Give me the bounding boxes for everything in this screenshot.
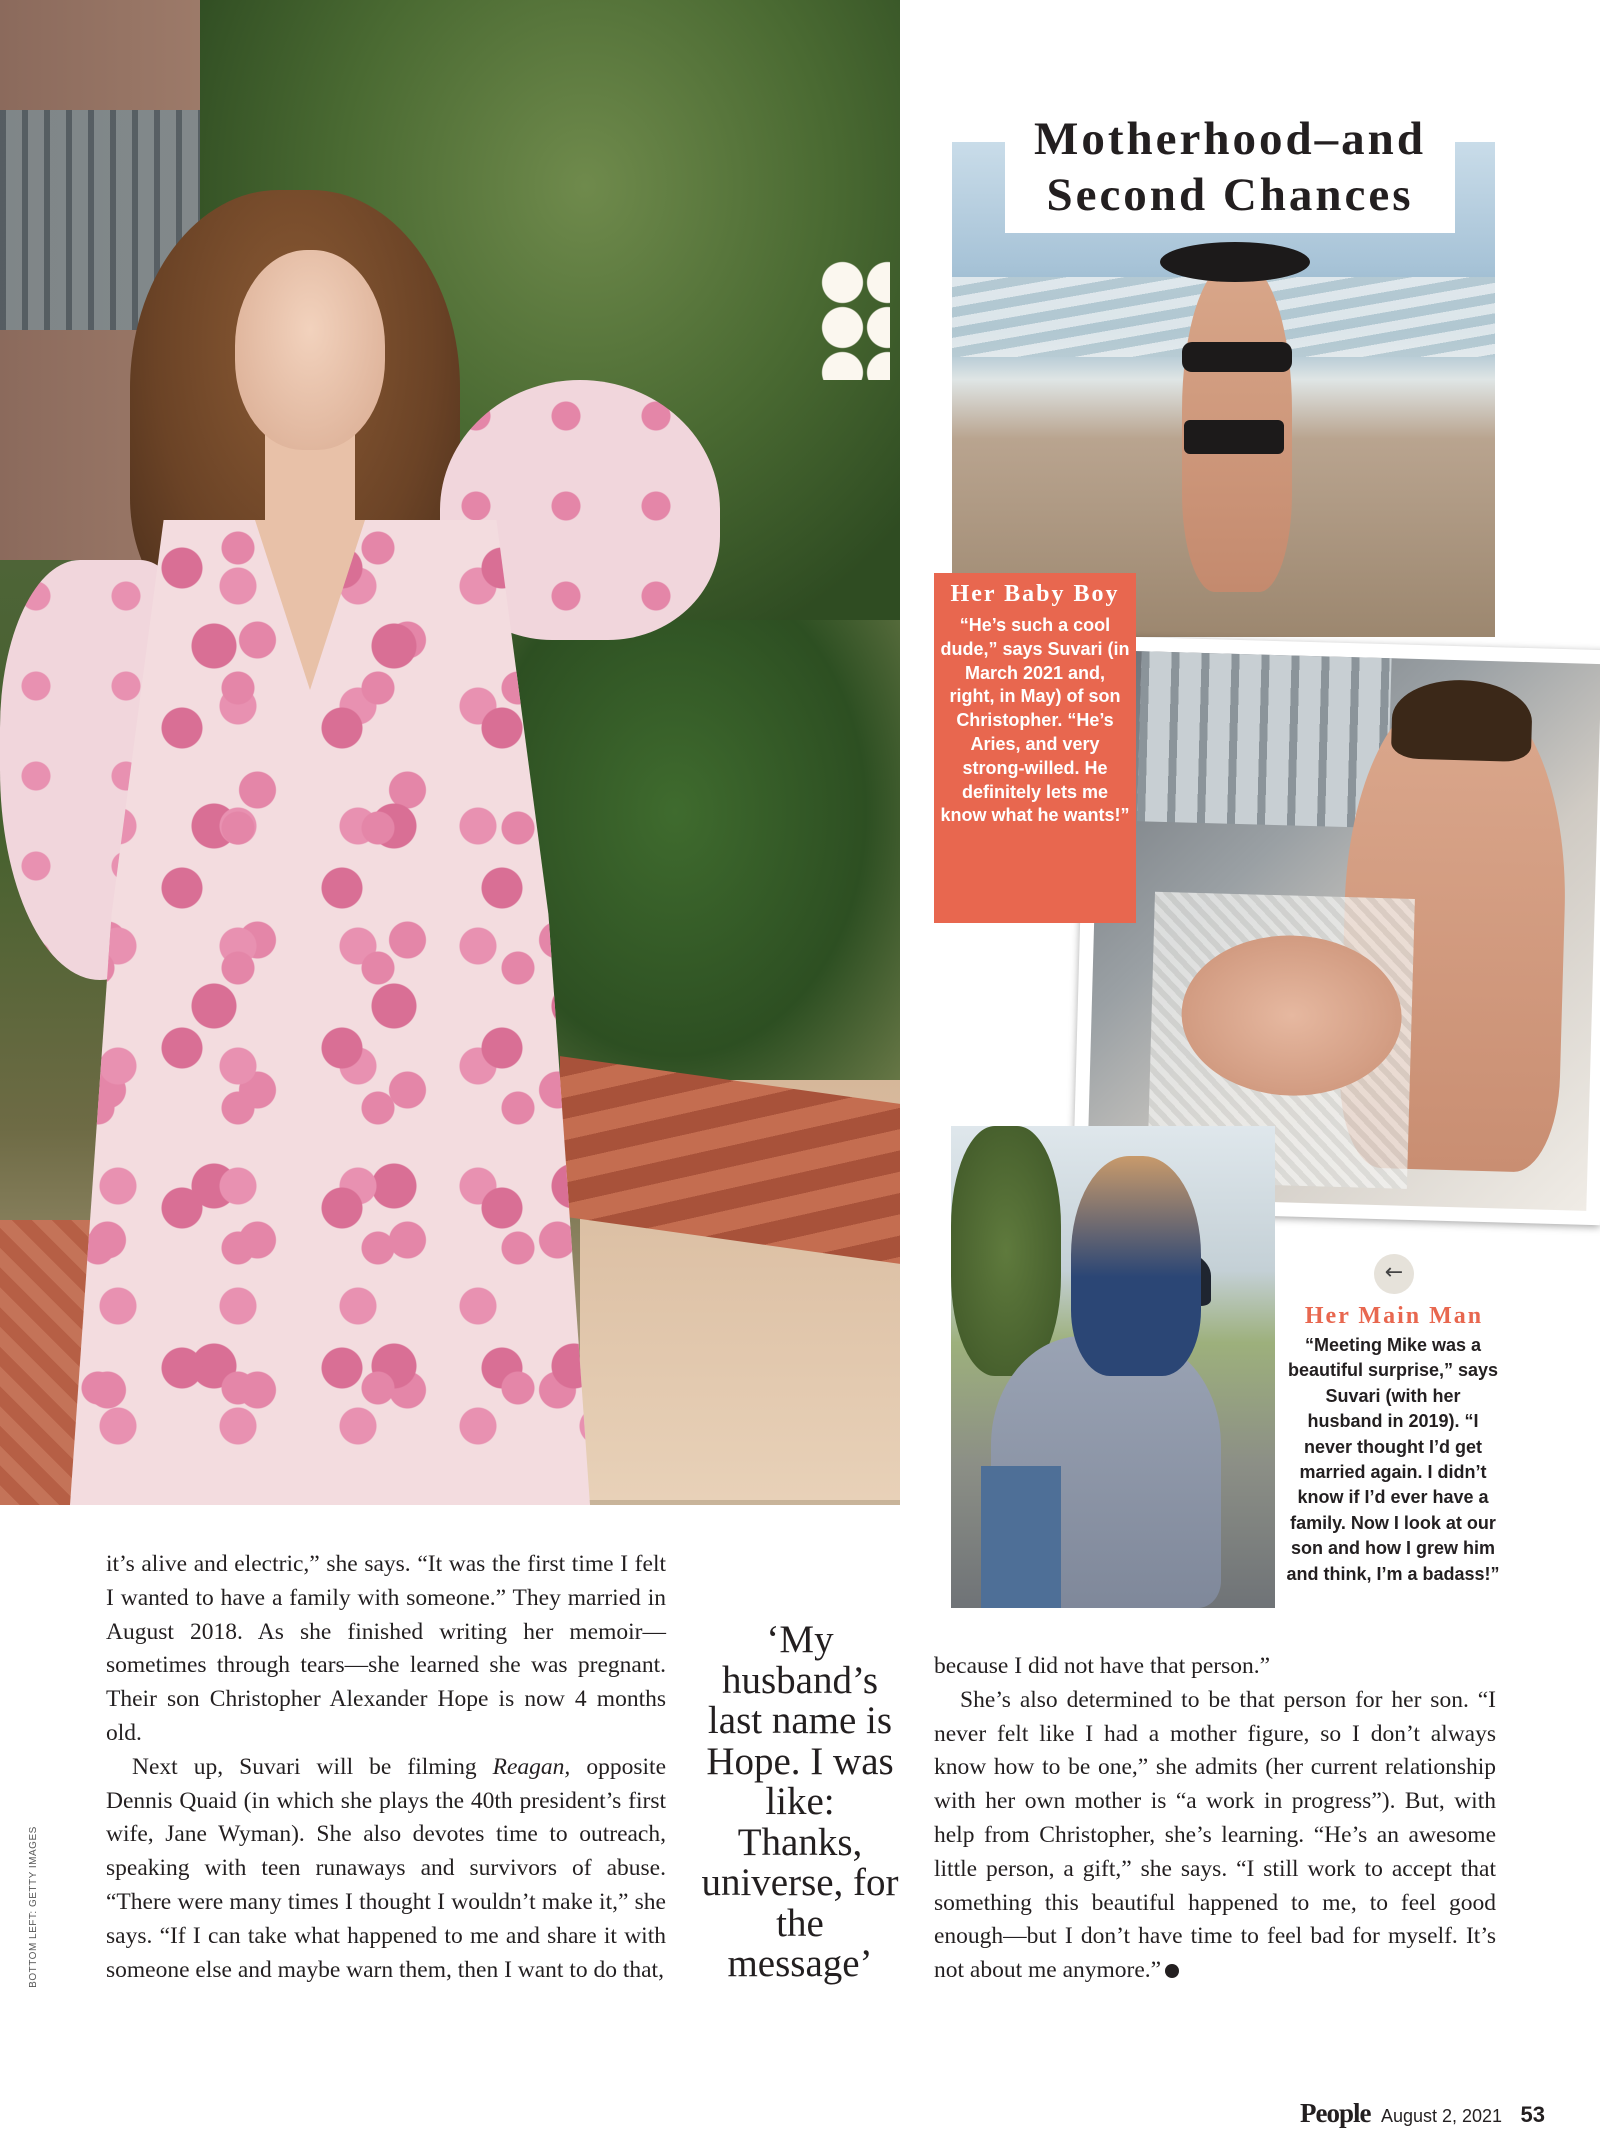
jeans-legs — [981, 1466, 1061, 1608]
floral-dress — [70, 520, 590, 1505]
article-paragraph: it’s alive and electric,” she says. “It was the first time I felt I wanted to have a family with someone.” They married in August 2018. As she finished writing her memoir—sometimes through tears—she learned she was pregnant. Their son Christopher Alexander Hope is now 4 months old. — [106, 1551, 666, 1746]
caption-baby-boy — [934, 573, 1136, 923]
caption-main-man-title: Her Main Man — [1304, 1303, 1484, 1329]
couple-photo — [951, 1126, 1275, 1608]
main-photo — [0, 0, 900, 1505]
photo-credit: BOTTOM LEFT: GETTY IMAGES — [28, 1826, 39, 1988]
mother-hair — [1391, 678, 1533, 762]
feature-title — [1005, 103, 1455, 233]
title-line-1: Motherhood–and — [1034, 113, 1426, 165]
wife-figure — [1071, 1156, 1201, 1376]
bikini-bottom — [1184, 420, 1284, 454]
article-paragraph — [106, 1751, 666, 1988]
window-blinds — [1137, 651, 1392, 828]
page-footer — [1300, 2098, 1545, 2128]
article-paragraph — [934, 1684, 1496, 1988]
arrow-left-icon: ← — [1374, 1254, 1414, 1294]
end-mark-icon — [1165, 1964, 1179, 1978]
sun-hat — [1160, 242, 1310, 282]
text-run: opposite Dennis Quaid (in which she plays the 40th president’s first wife, Jane Wyman). She also devotes time to outreach, speaking with teen runaways and survivors of abuse. “There were many times I thought I wouldn’t make it,” she says. “If I can take what happened to me and share it with someone else and maybe warn them, then I want to do that, — [106, 1753, 666, 1983]
title-line-2: Second Chances — [1046, 169, 1414, 221]
issue-date: August 2, 2021 — [1380, 2106, 1503, 2126]
pull-quote: ‘My husband’s last name is Hope. I was like: Thanks, universe, for the message’ — [701, 1618, 899, 1985]
film-title: Reagan, — [492, 1753, 571, 1780]
text-run: She’s also determined to be that person for her son. “I never felt like I had a mother figure, so I don’t always know how to be one,” she admits (her current relationship with her own mother is “a work in progress”). But, with help from Christopher, she’s learning. “He’s an awesome little person, a gift,” she says. “I still work to accept that something this beautiful happened to me, to feel good enough—but I don’t have time to feel bad for myself. It’s not about me anymore.” — [934, 1686, 1496, 1984]
caption-baby-boy-body: “He’s such a cool dude,” says Suvari (in March 2021 and, right, in May) of son Christopher. “He’s Aries, and very strong-willed. He definitely lets me know what he wants!” — [940, 615, 1130, 826]
article-column-right — [934, 1650, 1496, 1988]
bikini-top — [1182, 342, 1292, 372]
tree — [951, 1126, 1061, 1376]
text-run: Next up, Suvari will be filming — [132, 1753, 493, 1780]
caption-baby-boy-title: Her Baby Boy — [950, 581, 1120, 607]
caption-main-man-body: “Meeting Mike was a beautiful surprise,” says Suvari (with her husband in 2019). “I never thought I’d get married again. I didn’t know if I’d ever have a family. Now I look at our son and how I grew him and think, I’m a badass!” — [1286, 1335, 1500, 1584]
article-paragraph: because I did not have that person.” — [934, 1653, 1271, 1679]
woman-face — [235, 250, 385, 450]
article-column-left — [106, 1548, 666, 1987]
white-roses — [820, 260, 890, 380]
page-number: 53 — [1520, 2102, 1545, 2127]
magazine-logo: People — [1300, 2098, 1371, 2128]
